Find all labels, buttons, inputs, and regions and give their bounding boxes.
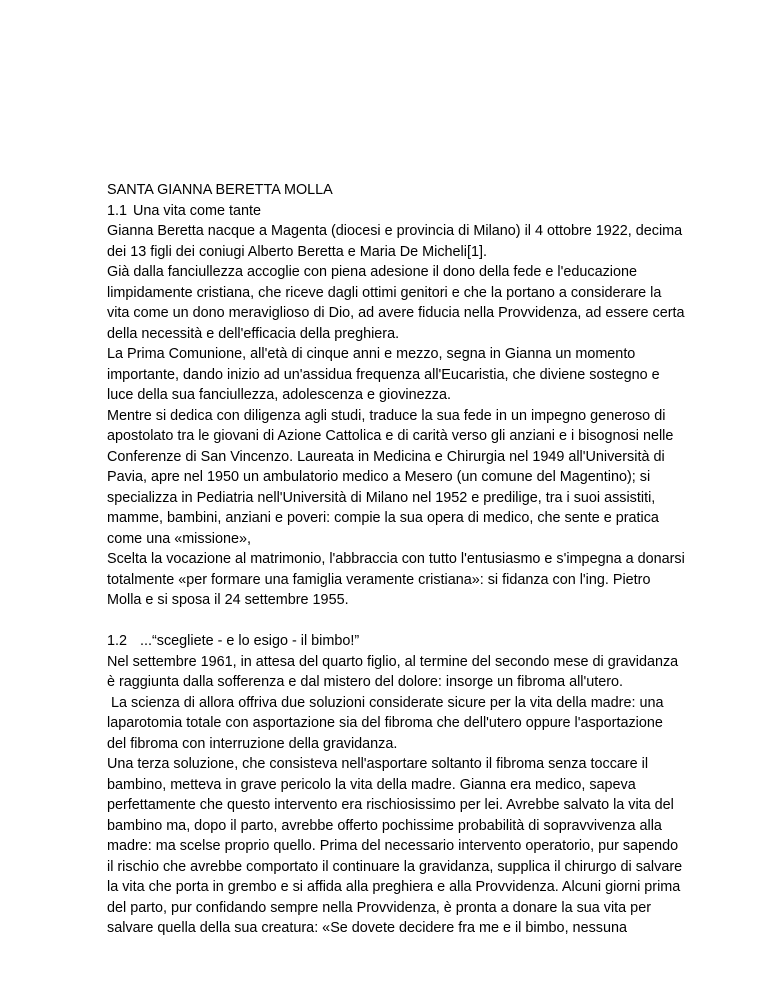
document-page bbox=[107, 180, 717, 939]
text-line: della necessità e dell'efficacia della preghiera. bbox=[107, 325, 400, 342]
text-line: salvare quella della sua creatura: «Se dovete decidere fra me e il bimbo, nessuna bbox=[107, 920, 627, 936]
text-line: laparotomia totale con asportazione sia del fibroma che dell'utero oppure l'asportazione bbox=[107, 715, 663, 731]
text-line: importante, dando inizio ad un'assidua frequenza all'Eucaristia, che diviene sostegno e bbox=[107, 366, 660, 383]
text-line: specializza in Pediatria nell'Università di Milano nel 1952 e predilige, tra i suoi assistiti, bbox=[107, 489, 656, 506]
text-line: è raggiunta dalla sofferenza e dal mistero del dolore: insorge un fibroma all'utero. bbox=[107, 674, 624, 690]
text-line: luce della sua fanciullezza, adolescenza e giovinezza. bbox=[107, 387, 451, 403]
text-line: il rischio che avrebbe comportato il continuare la gravidanza, supplica il chirurgo di salvare bbox=[107, 858, 683, 875]
text-line: vita come un dono meraviglioso di Dio, ad avere fiducia nella Provvidenza, ad essere certa bbox=[107, 305, 685, 321]
section-number-2: 1.2 bbox=[107, 633, 128, 649]
section-heading-text-1: Una vita come tante bbox=[133, 202, 261, 219]
section-1-body bbox=[107, 221, 717, 611]
text-line: perfettamente che questo intervento era rischiosissimo per lei. Avrebbe salvato la vita del bbox=[107, 797, 674, 813]
text-line: limpidamente cristiana, che riceve dagli ottimi genitori e che la portano a considerare la bbox=[107, 284, 662, 301]
paragraph-spacer bbox=[107, 611, 717, 632]
text-line: la vita che porta in grembo e si affida alla preghiera e alla Provvidenza. Alcuni giorni prima bbox=[107, 879, 681, 895]
text-line: Conferenze di San Vincenzo. Laureata in Medicina e Chirurgia nel 1949 all'Università di bbox=[107, 448, 665, 465]
text-line: Gianna Beretta nacque a Magenta (diocesi e provincia di Milano) il 4 ottobre 1922, decima bbox=[107, 223, 683, 239]
text-line: bambino, metteva in grave pericolo la vita della madre. Gianna era medico, sapeva bbox=[107, 776, 636, 793]
text-line: Pavia, apre nel 1950 un ambulatorio medico a Mesero (un comune del Magentino); si bbox=[107, 469, 651, 485]
text-line: La scienza di allora offriva due soluzioni considerate sicure per la vita della madre: una bbox=[107, 694, 664, 711]
text-line: del parto, pur confidando sempre nella Provvidenza, è pronta a donare la sua vita per bbox=[107, 899, 651, 916]
text-line: bambino ma, dopo il parto, avrebbe offerto pochissime probabilità di sopravvivenza alla bbox=[107, 817, 662, 834]
text-line: dei 13 figli dei coniugi Alberto Beretta e Maria De Micheli[1]. bbox=[107, 243, 487, 260]
text-line: totalmente «per formare una famiglia veramente cristiana»: si fidanza con l'ing. Pietro bbox=[107, 571, 651, 588]
section-2-body bbox=[107, 652, 717, 939]
text-line: Molla e si sposa il 24 settembre 1955. bbox=[107, 592, 349, 608]
section-heading-text-2: ...“scegliete - e lo esigo - il bimbo!” bbox=[140, 633, 360, 649]
text-line: Una terza soluzione, che consisteva nell'asportare soltanto il fibroma senza toccare il bbox=[107, 756, 649, 772]
text-line: madre: ma scelse proprio quello. Prima del necessario intervento operatorio, pur sapendo bbox=[107, 838, 679, 854]
section-heading-1 bbox=[107, 201, 717, 222]
text-line: apostolato tra le giovani di Azione Cattolica e di carità verso gli anziani e i bisognosi nelle bbox=[107, 428, 674, 444]
text-line: del fibroma con interruzione della gravidanza. bbox=[107, 735, 398, 752]
document-title: SANTA GIANNA BERETTA MOLLA bbox=[107, 182, 333, 198]
text-line: Nel settembre 1961, in attesa del quarto figlio, al termine del secondo mese di gravidanza bbox=[107, 653, 679, 670]
section-heading-2 bbox=[107, 631, 717, 652]
section-number-1: 1.1 bbox=[107, 202, 128, 219]
text-line: come una «missione», bbox=[107, 530, 251, 547]
text-line: Già dalla fanciullezza accoglie con piena adesione il dono della fede e l'educazione bbox=[107, 264, 637, 280]
text-line: Scelta la vocazione al matrimonio, l'abbraccia con tutto l'entusiasmo e s'impegna a donarsi bbox=[107, 551, 685, 567]
text-line: Mentre si dedica con diligenza agli studi, traduce la sua fede in un impegno generoso di bbox=[107, 407, 666, 424]
text-line: La Prima Comunione, all'età di cinque anni e mezzo, segna in Gianna un momento bbox=[107, 346, 636, 362]
text-line: mamme, bambini, anziani e poveri: compie la sua opera di medico, che sente e pratica bbox=[107, 510, 659, 526]
